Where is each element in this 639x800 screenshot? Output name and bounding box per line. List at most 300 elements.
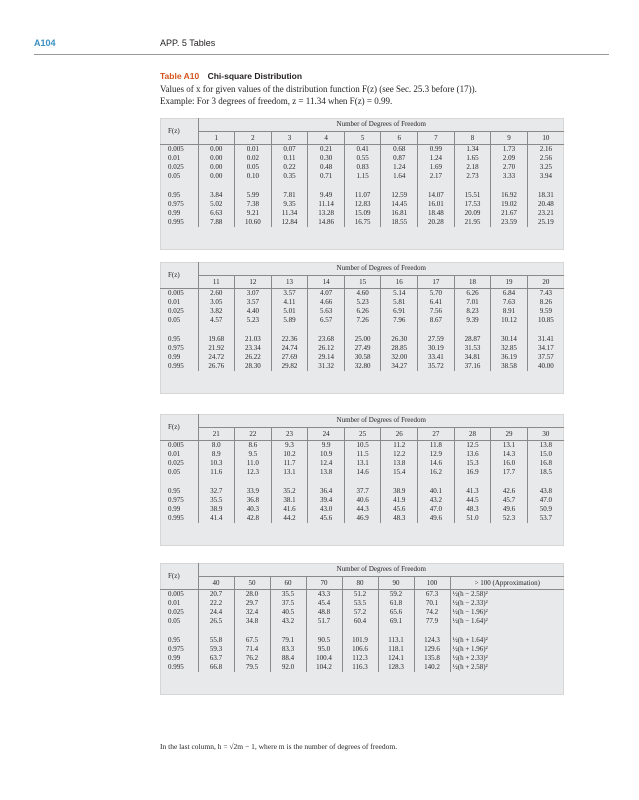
fz-value: 0.01 — [168, 450, 181, 458]
table-cell: 135.8 — [414, 654, 450, 663]
table-cell: 31.41 — [527, 335, 564, 344]
table-cell: 3.57 — [271, 289, 308, 299]
table-cell: 4.40 — [235, 307, 272, 316]
table-row — [160, 353, 564, 362]
table-row — [160, 335, 564, 344]
table-cell: 0.21 — [308, 145, 345, 155]
table-cell: 0.35 — [271, 172, 308, 181]
table-cell: 44.3 — [344, 505, 381, 514]
fz-value: 0.005 — [160, 441, 198, 451]
table-cell: 16.8 — [527, 459, 564, 468]
table-block-1 — [160, 118, 564, 250]
table-block-3 — [160, 414, 564, 546]
table-cell: 57.2 — [342, 608, 378, 617]
table-cell: 43.8 — [527, 487, 564, 496]
table-cell: 14.6 — [344, 468, 381, 477]
table-cell: 67.5 — [234, 636, 270, 645]
table-cell: 88.4 — [270, 654, 306, 663]
table-cell: 9.5 — [235, 450, 272, 459]
table-cell: 140.2 — [414, 663, 450, 672]
degrees-of-freedom-header: Number of Degrees of Freedom — [198, 563, 564, 577]
table-cell: 59.2 — [378, 590, 414, 600]
table-cell: 20.48 — [527, 200, 564, 209]
table-cell: 40.5 — [270, 608, 306, 617]
table-cell: 104.2 — [306, 663, 342, 672]
table-cell: 113.1 — [378, 636, 414, 645]
table-cell: 35.72 — [418, 362, 455, 371]
table-cell: 49.6 — [491, 505, 528, 514]
table-cell: 11.14 — [308, 200, 345, 209]
table-row — [160, 654, 564, 663]
table-cell: 0.10 — [235, 172, 272, 181]
table-cell: 22.36 — [271, 335, 308, 344]
table-row — [160, 163, 564, 172]
fz-value: 0.01 — [168, 599, 181, 607]
table-cell: 5.81 — [381, 298, 418, 307]
table-cell: 48.3 — [381, 514, 418, 523]
chi-square-table-block — [160, 262, 564, 371]
table-cell: 9.59 — [527, 307, 564, 316]
fz-header: F(z) — [168, 270, 180, 279]
fz-header: F(z) — [168, 571, 180, 580]
table-cell: 100.4 — [306, 654, 342, 663]
table-block-4 — [160, 563, 564, 695]
column-header: 23 — [271, 428, 308, 441]
table-cell: 2.73 — [454, 172, 491, 181]
table-cell: 35.2 — [271, 487, 308, 496]
column-header: 30 — [527, 428, 564, 441]
table-cell: 71.4 — [234, 645, 270, 654]
table-cell: 13.1 — [344, 459, 381, 468]
table-cell: 2.16 — [527, 145, 564, 155]
column-header: 4 — [308, 132, 345, 145]
fz-value: 0.975 — [168, 344, 184, 352]
table-cell: 43.3 — [306, 590, 342, 600]
table-cell: 16.75 — [344, 218, 381, 227]
table-cell: 83.3 — [270, 645, 306, 654]
table-cell: 6.84 — [491, 289, 528, 299]
table-cell: 6.26 — [454, 289, 491, 299]
fz-value: 0.995 — [168, 514, 184, 522]
table-cell: 36.4 — [308, 487, 345, 496]
table-cell: 79.5 — [234, 663, 270, 672]
table-row — [160, 298, 564, 307]
table-cell: 128.3 — [378, 663, 414, 672]
table-cell: 15.0 — [527, 450, 564, 459]
table-cell: 10.5 — [344, 441, 381, 451]
table-cell: 30.14 — [491, 335, 528, 344]
table-cell: 10.3 — [198, 459, 235, 468]
column-header: 12 — [235, 276, 272, 289]
column-header: 16 — [381, 276, 418, 289]
table-cell: 13.6 — [454, 450, 491, 459]
table-cell: 12.2 — [381, 450, 418, 459]
chi-square-table-block — [160, 414, 564, 523]
table-cell: 35.5 — [198, 496, 235, 505]
table-cell: 24.4 — [198, 608, 234, 617]
table-cell: 40.3 — [235, 505, 272, 514]
column-header: 13 — [271, 276, 308, 289]
table-block-2 — [160, 262, 564, 394]
table-cell: 76.2 — [234, 654, 270, 663]
table-cell: 27.49 — [344, 344, 381, 353]
column-header: 1 — [198, 132, 235, 145]
table-cell: 53.5 — [342, 599, 378, 608]
table-cell: 5.89 — [271, 316, 308, 325]
fz-value: 0.05 — [168, 468, 181, 476]
table-cell: 2.09 — [491, 154, 528, 163]
table-cell: 90.5 — [306, 636, 342, 645]
table-cell: 38.58 — [491, 362, 528, 371]
column-header: 80 — [342, 577, 378, 590]
table-cell: 65.6 — [378, 608, 414, 617]
table-cell: 0.07 — [271, 145, 308, 155]
table-cell: 106.6 — [342, 645, 378, 654]
column-header: 60 — [270, 577, 306, 590]
table-cell: ½(h + 1.64)² — [450, 636, 564, 645]
table-cell: 14.07 — [418, 191, 455, 200]
table-cell: 10.85 — [527, 316, 564, 325]
table-cell: 44.2 — [271, 514, 308, 523]
table-cell: 0.01 — [235, 145, 272, 155]
table-cell: 1.69 — [418, 163, 455, 172]
fz-header: F(z) — [168, 126, 180, 135]
table-cell: 8.67 — [418, 316, 455, 325]
column-header: 14 — [308, 276, 345, 289]
table-cell: 8.6 — [235, 441, 272, 451]
table-cell: 12.84 — [271, 218, 308, 227]
table-row — [160, 450, 564, 459]
table-cell: 3.94 — [527, 172, 564, 181]
table-row — [160, 344, 564, 353]
table-cell: 37.7 — [344, 487, 381, 496]
table-cell: 15.51 — [454, 191, 491, 200]
table-cell: 40.00 — [527, 362, 564, 371]
table-cell: 3.33 — [491, 172, 528, 181]
table-row — [160, 145, 564, 155]
fz-value: 0.95 — [168, 335, 181, 343]
fz-value: 0.99 — [168, 209, 181, 217]
column-header: 29 — [491, 428, 528, 441]
table-cell: 53.7 — [527, 514, 564, 523]
table-cell: 21.03 — [235, 335, 272, 344]
table-label: Table A10 — [160, 71, 200, 81]
table-cell: 51.7 — [306, 617, 342, 626]
table-cell: 32.00 — [381, 353, 418, 362]
table-row — [160, 645, 564, 654]
table-cell: 14.3 — [491, 450, 528, 459]
table-cell: 13.8 — [527, 441, 564, 451]
table-cell: 16.9 — [454, 468, 491, 477]
table-cell: 7.26 — [344, 316, 381, 325]
table-cell: 10.2 — [271, 450, 308, 459]
column-header: 9 — [491, 132, 528, 145]
table-cell: 11.34 — [271, 209, 308, 218]
fz-value: 0.95 — [168, 636, 181, 644]
table-row — [160, 200, 564, 209]
table-cell: 45.6 — [308, 514, 345, 523]
table-cell: 2.70 — [491, 163, 528, 172]
table-cell: 16.92 — [491, 191, 528, 200]
page-number: A104 — [34, 38, 56, 48]
table-cell: 38.1 — [271, 496, 308, 505]
table-cell: 9.35 — [271, 200, 308, 209]
table-cell: 13.8 — [381, 459, 418, 468]
table-cell: 16.2 — [418, 468, 455, 477]
table-cell: 15.09 — [344, 209, 381, 218]
fz-value: 0.05 — [168, 617, 181, 625]
table-cell: 1.24 — [381, 163, 418, 172]
table-cell: 116.3 — [342, 663, 378, 672]
table-cell: 7.96 — [381, 316, 418, 325]
table-cell: 36.19 — [491, 353, 528, 362]
table-cell: 24.72 — [198, 353, 235, 362]
table-row — [160, 496, 564, 505]
fz-value: 0.99 — [168, 654, 181, 662]
table-row — [160, 468, 564, 477]
table-cell: 41.3 — [454, 487, 491, 496]
table-cell: 34.81 — [454, 353, 491, 362]
table-cell: 12.5 — [454, 441, 491, 451]
table-cell: 63.7 — [198, 654, 234, 663]
table-cell: 37.16 — [454, 362, 491, 371]
table-row — [160, 514, 564, 523]
table-cell: 7.81 — [271, 191, 308, 200]
table-cell: 44.5 — [454, 496, 491, 505]
column-header: 6 — [381, 132, 418, 145]
table-cell: 43.2 — [418, 496, 455, 505]
table-cell: 20.09 — [454, 209, 491, 218]
table-cell: 0.22 — [271, 163, 308, 172]
fz-value: 0.025 — [168, 163, 184, 171]
table-cell: 4.57 — [198, 316, 235, 325]
table-cell: 27.69 — [271, 353, 308, 362]
table-row — [160, 209, 564, 218]
table-cell: 0.68 — [381, 145, 418, 155]
table-cell: 18.55 — [381, 218, 418, 227]
table-cell: 26.22 — [235, 353, 272, 362]
table-cell: 3.82 — [198, 307, 235, 316]
table-cell: 45.6 — [381, 505, 418, 514]
table-cell: 7.43 — [527, 289, 564, 299]
table-cell: 26.30 — [381, 335, 418, 344]
table-cell: 5.99 — [235, 191, 272, 200]
table-title — [160, 71, 302, 81]
table-cell: 5.63 — [308, 307, 345, 316]
table-cell: 55.8 — [198, 636, 234, 645]
table-cell: 1.34 — [454, 145, 491, 155]
table-cell: 14.86 — [308, 218, 345, 227]
table-cell: 124.1 — [378, 654, 414, 663]
table-cell: 32.85 — [491, 344, 528, 353]
table-cell: 50.9 — [527, 505, 564, 514]
table-cell: 48.3 — [454, 505, 491, 514]
table-cell: 129.6 — [414, 645, 450, 654]
table-row — [160, 362, 564, 371]
description-line-2: Example: For 3 degrees of freedom, z = 11.34 when F(z) = 0.99. — [160, 95, 393, 106]
table-cell: 0.71 — [308, 172, 345, 181]
column-header: > 100 (Approximation) — [450, 577, 564, 590]
column-header: 28 — [454, 428, 491, 441]
table-cell: 5.14 — [381, 289, 418, 299]
table-cell: 2.18 — [454, 163, 491, 172]
table-cell: 27.59 — [418, 335, 455, 344]
table-cell: 21.67 — [491, 209, 528, 218]
table-cell: 26.76 — [198, 362, 235, 371]
table-cell: ½(h + 2.33)² — [450, 654, 564, 663]
table-cell: 0.00 — [198, 163, 235, 172]
table-cell: 33.9 — [235, 487, 272, 496]
table-cell: 0.00 — [198, 172, 235, 181]
table-cell: 28.0 — [234, 590, 270, 600]
table-cell: 66.8 — [198, 663, 234, 672]
table-cell: ½(h + 2.58)² — [450, 663, 564, 672]
fz-value: 0.99 — [168, 353, 181, 361]
table-cell: 8.9 — [198, 450, 235, 459]
table-cell: 23.68 — [308, 335, 345, 344]
table-cell: 7.38 — [235, 200, 272, 209]
table-cell: ½(h − 1.64)² — [450, 617, 564, 626]
column-header: 40 — [198, 577, 234, 590]
fz-value: 0.95 — [168, 487, 181, 495]
table-cell: 15.3 — [454, 459, 491, 468]
table-cell: 11.6 — [198, 468, 235, 477]
table-cell: 26.12 — [308, 344, 345, 353]
table-cell: 32.80 — [344, 362, 381, 371]
column-header: 22 — [235, 428, 272, 441]
table-cell: 6.57 — [308, 316, 345, 325]
table-cell: 49.6 — [418, 514, 455, 523]
table-row — [160, 289, 564, 299]
fz-value: 0.995 — [168, 663, 184, 671]
table-cell: 36.8 — [235, 496, 272, 505]
table-cell: 20.7 — [198, 590, 234, 600]
fz-value: 0.975 — [168, 496, 184, 504]
description-line-1: Values of x for given values of the distribution function F(z) (see Sec. 25.3 before (17)). — [160, 84, 477, 94]
table-row — [160, 316, 564, 325]
table-cell: 39.4 — [308, 496, 345, 505]
table-cell: 7.01 — [454, 298, 491, 307]
table-row — [160, 487, 564, 496]
table-cell: 26.5 — [198, 617, 234, 626]
table-cell: 29.7 — [234, 599, 270, 608]
table-cell: 11.7 — [271, 459, 308, 468]
table-cell: 2.56 — [527, 154, 564, 163]
column-header: 2 — [235, 132, 272, 145]
column-header: 27 — [418, 428, 455, 441]
table-cell: 18.48 — [418, 209, 455, 218]
fz-value: 0.05 — [168, 172, 181, 180]
table-cell: 9.49 — [308, 191, 345, 200]
table-cell: 11.2 — [381, 441, 418, 451]
table-cell: 34.8 — [234, 617, 270, 626]
table-cell: 37.5 — [270, 599, 306, 608]
table-cell: ½(h − 1.96)² — [450, 608, 564, 617]
table-cell: 13.1 — [491, 441, 528, 451]
fz-value: 0.995 — [168, 218, 184, 226]
table-cell: 0.05 — [235, 163, 272, 172]
table-cell: 30.19 — [418, 344, 455, 353]
table-cell: 10.9 — [308, 450, 345, 459]
fz-header: F(z) — [168, 422, 180, 431]
table-cell: 38.9 — [381, 487, 418, 496]
fz-value: 0.05 — [168, 316, 181, 324]
table-cell: 41.9 — [381, 496, 418, 505]
table-row — [160, 663, 564, 672]
column-header: 19 — [491, 276, 528, 289]
table-cell: 21.95 — [454, 218, 491, 227]
table-cell: 13.28 — [308, 209, 345, 218]
table-cell: 59.3 — [198, 645, 234, 654]
table-cell: 10.12 — [491, 316, 528, 325]
column-header: 26 — [381, 428, 418, 441]
table-cell: 5.23 — [235, 316, 272, 325]
table-cell: 6.63 — [198, 209, 235, 218]
table-cell: 31.53 — [454, 344, 491, 353]
chi-square-table-block — [160, 118, 564, 227]
table-cell: 51.0 — [454, 514, 491, 523]
table-cell: 5.01 — [271, 307, 308, 316]
table-cell: 13.8 — [308, 468, 345, 477]
table-cell: 8.26 — [527, 298, 564, 307]
table-cell: 15.4 — [381, 468, 418, 477]
column-header: 20 — [527, 276, 564, 289]
table-cell: 18.5 — [527, 468, 564, 477]
table-cell: 4.07 — [308, 289, 345, 299]
table-cell: 9.21 — [235, 209, 272, 218]
column-header: 15 — [344, 276, 381, 289]
table-cell: 0.87 — [381, 154, 418, 163]
table-cell: 0.99 — [418, 145, 455, 155]
table-cell: 3.25 — [527, 163, 564, 172]
table-cell: ½(h − 2.58)² — [450, 590, 564, 600]
table-cell: 3.07 — [235, 289, 272, 299]
table-cell: 67.3 — [414, 590, 450, 600]
table-row — [160, 636, 564, 645]
table-cell: 4.66 — [308, 298, 345, 307]
table-cell: 3.84 — [198, 191, 235, 200]
table-row — [160, 307, 564, 316]
table-cell: ½(h − 2.33)² — [450, 599, 564, 608]
degrees-of-freedom-header: Number of Degrees of Freedom — [198, 414, 564, 428]
table-cell: 69.1 — [378, 617, 414, 626]
table-cell: 11.07 — [344, 191, 381, 200]
table-cell: 14.45 — [381, 200, 418, 209]
table-cell: 1.64 — [381, 172, 418, 181]
table-cell: 7.88 — [198, 218, 235, 227]
table-cell: 31.32 — [308, 362, 345, 371]
table-cell: 9.3 — [271, 441, 308, 451]
table-cell: 92.0 — [270, 663, 306, 672]
table-description — [160, 84, 580, 107]
table-cell: 30.58 — [344, 353, 381, 362]
table-cell: 28.30 — [235, 362, 272, 371]
table-cell: 16.0 — [491, 459, 528, 468]
table-row — [160, 172, 564, 181]
fz-value: 0.025 — [168, 459, 184, 467]
table-cell: 60.4 — [342, 617, 378, 626]
table-cell: 17.7 — [491, 468, 528, 477]
table-cell: 13.1 — [271, 468, 308, 477]
table-cell: 0.83 — [344, 163, 381, 172]
table-cell: 48.8 — [306, 608, 342, 617]
table-cell: 14.6 — [418, 459, 455, 468]
table-cell: 45.7 — [491, 496, 528, 505]
table-cell: 16.01 — [418, 200, 455, 209]
table-cell: 0.41 — [344, 145, 381, 155]
table-row — [160, 590, 564, 600]
fz-value: 0.005 — [160, 145, 198, 155]
